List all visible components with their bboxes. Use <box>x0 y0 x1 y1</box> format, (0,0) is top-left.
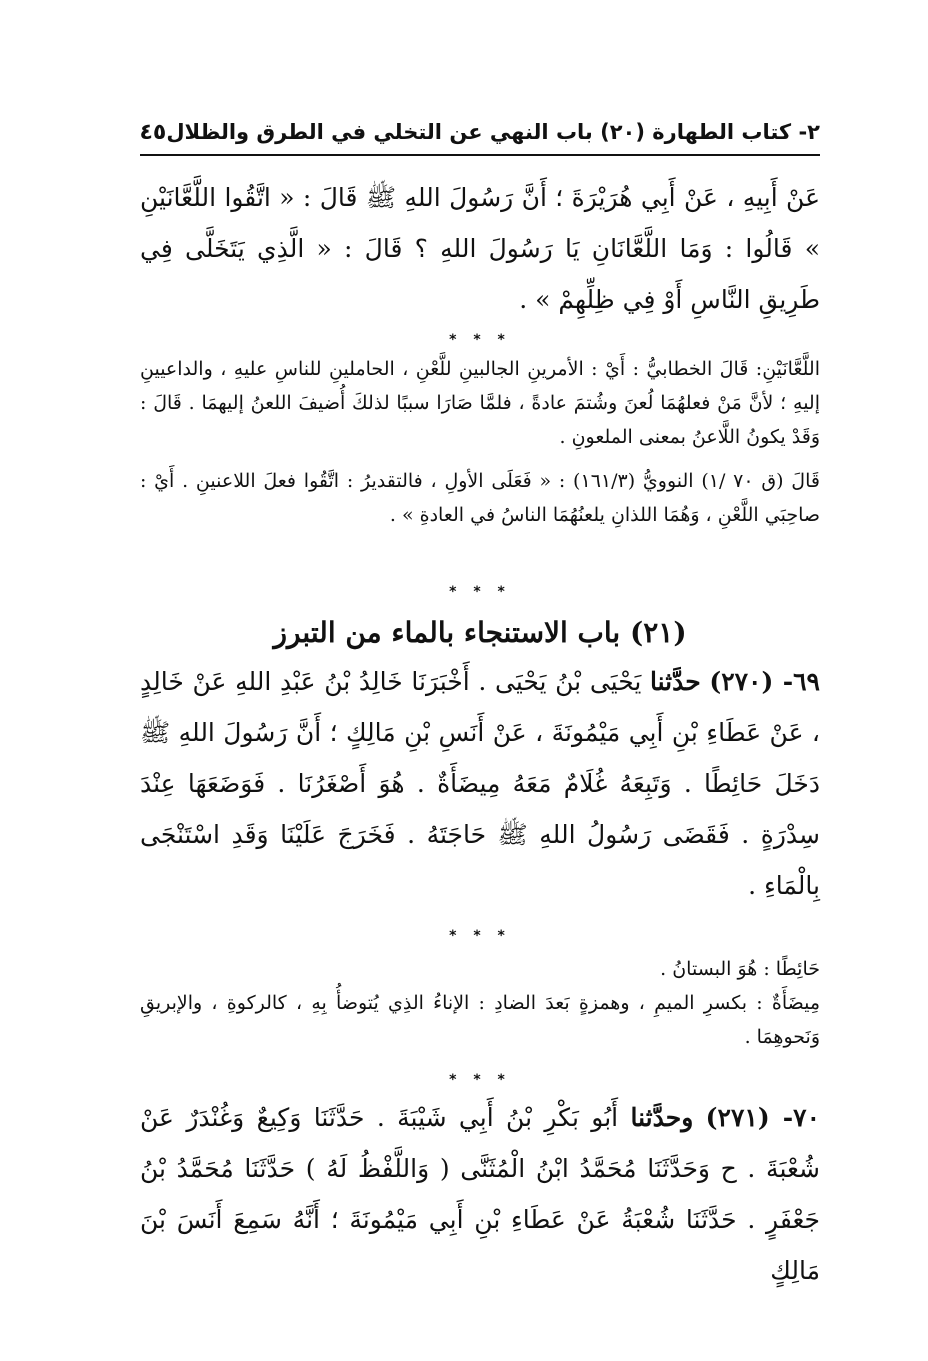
hadith-text: يَحْيَى بْنُ يَحْيَى . أَخْبَرَنَا خَالِدُ بْنُ عَبْدِ اللهِ عَنْ خَالِدٍ ، عَنْ عَطَاءِ بْنِ أَبِي مَيْمُونَةَ ، عَنْ أَنَسِ بْنِ مَالِكٍ ؛ أَنَّ رَسُولَ اللهِ ﷺ دَخَلَ حَائِطًا . وَتَبِعَهُ غُلَامٌ مَعَهُ مِيضَأَةٌ . هُوَ أَصْغَرُنَا . فَوَضَعَهَا عِنْدَ سِدْرَةٍ . فَقَضَى رَسُولُ اللهِ ﷺ حَاجَتَهُ . فَخَرَجَ عَلَيْنَا وَقَدِ اسْتَنْجَى بِالْمَاءِ . <box>140 667 820 900</box>
hadith-69 <box>140 656 820 911</box>
book-page <box>140 100 820 1320</box>
commentary-paragraph: اللَّعَّانَيْنِ: قَالَ الخطابيُّ : أَيْ : الأمرينِ الجالبينِ للَّعْنِ ، الحاملينِ للناسِ عليهِ ، والداعيينِ إليهِ ؛ لأنَّ مَنْ فعلهُمَا لُعنَ وشُتمَ عادةً ، فلمَّا صَارَا سببًا لذلكَ أُضيفَ اللعنُ إليهمَا . قَالَ : وَقَدْ يكونُ اللَّاعنُ بمعنى الملعونِ . <box>140 358 820 448</box>
page-header <box>140 110 820 156</box>
hadith-70 <box>140 1092 820 1296</box>
hadith-lead-word: وحدَّثنا <box>630 1103 694 1132</box>
hadith-number: ٧٠- (٢٧١) <box>705 1103 820 1132</box>
commentary-paragraph: قَالَ (ق ٧٠ /١) النوويُّ (١٦١/٣) : « فَعَلَى الأولِ ، فالتقديرُ : اتَّقُوا فعلَ اللاعنينِ . أَيْ : صاحِبَي اللَّعْنِ ، وَهُمَا اللذانِ يلعنُهُمَا الناسُ في العادةِ » . <box>140 470 820 526</box>
commentary-block-2 <box>140 952 820 1054</box>
chapter-title: (٢١) باب الاستنجاء بالماء من التبرز <box>273 616 687 649</box>
hadith-text: أَبُو بَكْرِ بْنُ أَبِي شَيْبَةَ . حَدَّثَنَا وَكِيعٌ وَغُنْدَرٌ عَنْ شُعْبَةَ . ح وَحَدَّثَنَا مُحَمَّدُ ابْنُ الْمُثَنَّى ( وَاللَّفْظُ لَهُ ) حَدَّثَنَا مُحَمَّدُ بْنُ جَعْفَرٍ . حَدَّثَنَا شُعْبَةُ عَنْ عَطَاءِ بْنِ أَبِي مَيْمُونَةَ ؛ أَنَّهُ سَمِعَ أَنَسَ بْنَ مَالِكٍ <box>140 1103 820 1285</box>
commentary-paragraph: مِيضَأَةٌ : بكسرِ الميمِ ، وهمزةٍ بَعدَ الضادِ : الإناءُ الذِي يُتوضأُ بِهِ ، كالركوةِ ، والإبريقِ وَنَحوهِمَا . <box>140 992 820 1048</box>
commentary-block-1 <box>140 352 820 532</box>
running-title: ٢- كتاب الطهارة (٢٠) باب النهي عن التخلي في الطرق والظلال <box>166 120 820 144</box>
separator-stars: * * * <box>449 928 511 944</box>
commentary-paragraph: حَائِطًا : هُوَ البستانُ . <box>660 958 820 980</box>
page-number: ٤٥ <box>139 119 167 145</box>
separator-stars: * * * <box>449 332 511 348</box>
hadith-continuation: عَنْ أَبِيهِ ، عَنْ أَبِي هُرَيْرَةَ ؛ أَنَّ رَسُولَ اللهِ ﷺ قَالَ : « اتَّقُوا اللَّعَّانَيْنِ » قَالُوا : وَمَا اللَّعَّانَانِ يَا رَسُولَ اللهِ ؟ قَالَ : « الَّذِي يَتَخَلَّى فِي طَرِيقِ النَّاسِ أَوْ فِي ظِلِّهِمْ » . <box>140 183 820 314</box>
separator-stars: * * * <box>449 1072 511 1088</box>
hadith-number: ٦٩- (٢٧٠) <box>709 667 820 696</box>
separator-stars: * * * <box>449 584 511 600</box>
hadith-lead-word: حدَّثنا <box>649 667 701 696</box>
